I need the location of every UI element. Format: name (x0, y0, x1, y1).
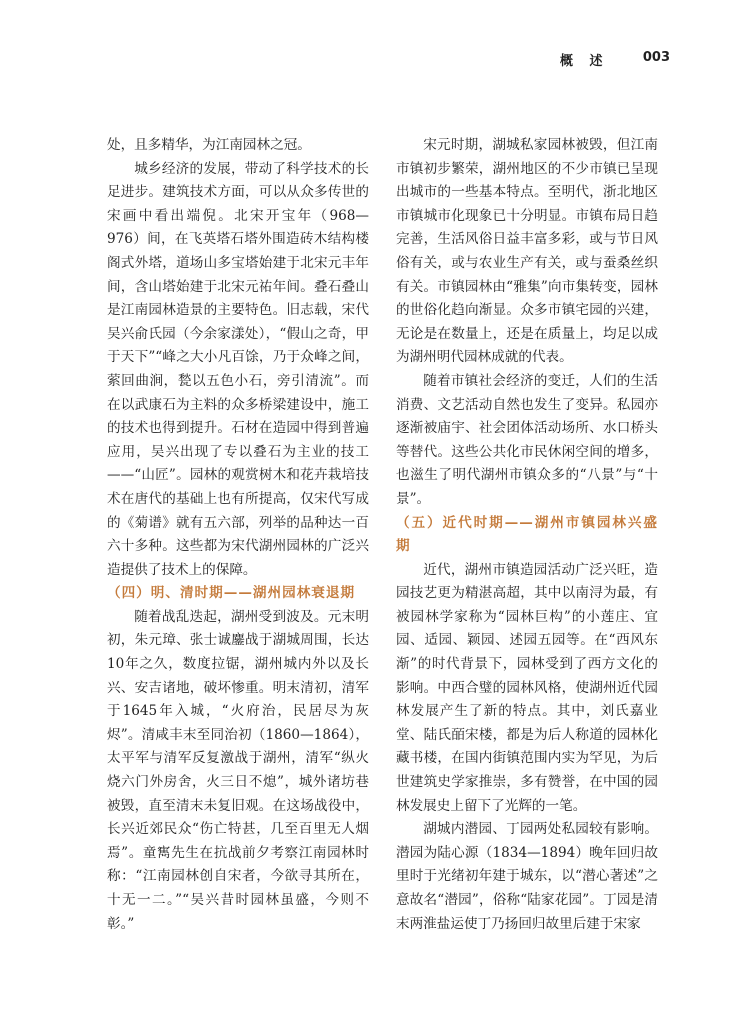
right-column (396, 134, 658, 936)
paragraph: 宋元时期，湖城私家园林被毁，但江南市镇初步繁荣，湖州地区的不少市镇已呈现出城市的一些基本特点。至明代，浙北地区市镇城市化现象已十分明显。市镇布局日趋完善，生活风俗日益丰富多彩，或与节日风俗有关，或与农业生产有关，或与蚕桑丝织有关。市镇园林由“雅集”向市集转变，园林的世俗化趋向渐显。众多市镇宅园的兴建，无论是在数量上，还是在质量上，均足以成为湖州明代园林成就的代表。 (396, 137, 658, 366)
section-heading: （五）近代时期——湖州市镇园林兴盛期 (396, 514, 658, 555)
paragraph: 随着市镇社会经济的变迁，人们的生活消费、文艺活动自然也发生了变异。私园亦逐渐被庙宇、社会团体活动场所、水口桥头等替代。这些公共化市民休闲空间的增多，也滋生了明代湖州市镇众多的“八景”与“十景”。 (396, 372, 658, 507)
paragraph: 处，且多精华，为江南园林之冠。 (107, 137, 311, 153)
left-column (107, 134, 369, 936)
paragraph: 随着战乱迭起，湖州受到波及。元末明初，朱元璋、张士诚鏖战于湖城周围，长达10年之久，数度拉锯，湖州城内外以及长兴、安吉诸地，破坏惨重。明末清初，清军于1645年入城，“火府治，民居尽为灰烬”。清咸丰末至同治初（1860—1864），太平军与清军反复激战于湖州，清军“纵火烧六门外房舍，火三日不熄”，城外诸坊巷被毁，直至清末未复旧观。在这场战役中，长兴近郊民众“伤亡特甚，几至百里无人烟焉”。童寯先生在抗战前夕考察江南园林时称：“江南园林创自宋者，今欲寻其所在，十无一二。”“吴兴昔时园林虽盛，今则不彰。” (107, 608, 369, 932)
paragraph: 近代，湖州市镇造园活动广泛兴旺，造园技艺更为精湛高超，其中以南浔为最，有被园林学家称为“园林巨构”的小莲庄、宜园、适园、颖园、述园五园等。在“西风东渐”的时代背景下，园林受到了西方文化的影响。中西合璧的园林风格，使湖州近代园林发展产生了新的特点。其中，刘氏嘉业堂、陆氏皕宋楼，都是为后人称道的园林化藏书楼，在国内街镇范围内实为罕见，为后世建筑史学家推崇，多有赞誉，在中国的园林发展史上留下了光辉的一笔。 (396, 561, 658, 814)
running-header (560, 50, 670, 72)
paragraph: 湖城内潜园、丁园两处私园较有影响。潜园为陆心源（1834—1894）晚年回归故里时于光绪初年建于城东，以“潜心著述”之意故名“潜园”，俗称“陆家花园”。丁园是清末两淮盐运使丁乃扬回归故里后建于宋家 (396, 821, 658, 932)
chapter-title: 概 述 (560, 54, 609, 69)
paragraph: 城乡经济的发展，带动了科学技术的长足进步。建筑技术方面，可以从众多传世的宋画中看出端倪。北宋开宝年（968—976）间，在飞英塔石塔外围造砖木结构楼阁式外塔，道场山多宝塔始建于北宋元丰年间，含山塔始建于北宋元祐年间。叠石叠山是江南园林造景的主要特色。旧志载，宋代吴兴俞氏园（今余家漾处），“假山之奇，甲于天下”“峰之大小凡百馀，乃于众峰之间，萦回曲涧，甃以五色小石，旁引清流”。而在以武康石为主料的众多桥梁建设中，施工的技术也得到提升。石材在造园中得到普遍应用，吴兴出现了专以叠石为主业的技工——“山匠”。园林的观赏树木和花卉栽培技术在唐代的基础上也有所提高，仅宋代写成的《菊谱》就有五六部，列举的品种达一百六十多种。这些都为宋代湖州园林的广泛兴造提供了技术上的保障。 (107, 160, 369, 578)
page-number: 003 (642, 50, 670, 65)
section-heading: （四）明、清时期——湖州园林衰退期 (107, 585, 356, 602)
